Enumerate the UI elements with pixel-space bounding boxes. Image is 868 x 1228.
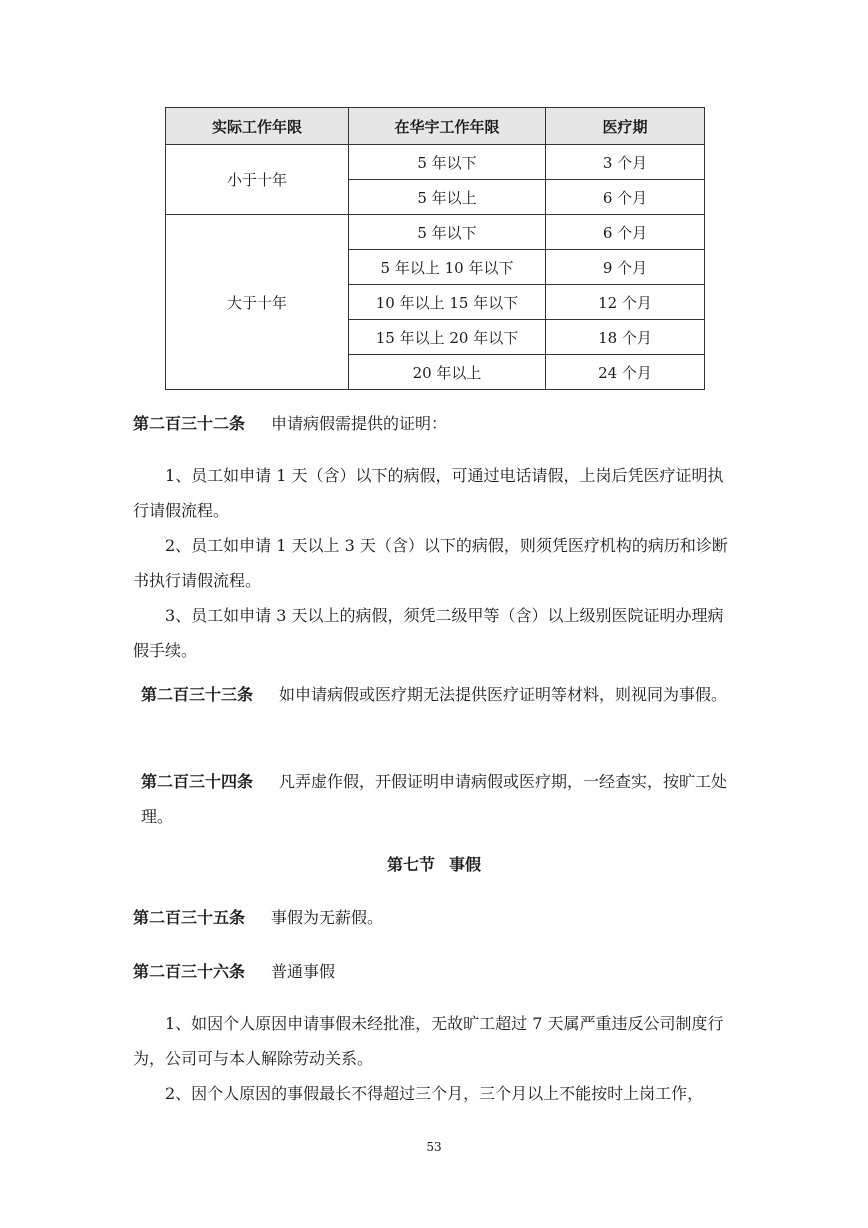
section-number: 第七节 (386, 855, 435, 874)
section-name: 事假 (449, 855, 482, 874)
article-text: 申请病假需提供的证明： (271, 414, 448, 433)
group-label: 大于十年 (166, 215, 349, 390)
article-title: 第二百三十二条 (133, 414, 246, 433)
article-title: 第二百三十四条 (141, 772, 254, 791)
table-cell: 6 个月 (546, 180, 705, 215)
article-title: 第二百三十六条 (133, 962, 246, 981)
article-item: 1、如因个人原因申请事假未经批准，无故旷工超过 7 天属严重违反公司制度行为，公司可与本人解除劳动关系。 (133, 1014, 724, 1068)
table-cell: 12 个月 (546, 285, 705, 320)
article-234 (133, 764, 747, 834)
table-row (166, 145, 705, 180)
article-232 (133, 406, 739, 668)
table-cell: 5 年以下 (349, 215, 546, 250)
article-item: 3、员工如申请 3 天以上的病假，须凭二级甲等（含）以上级别医院证明办理病假手续。 (133, 606, 724, 660)
article-item: 1、员工如申请 1 天（含）以下的病假，可通过电话请假，上岗后凭医疗证明执行请假流程。 (133, 466, 724, 520)
table-cell: 6 个月 (546, 215, 705, 250)
article-236 (133, 954, 739, 1111)
table-cell: 18 个月 (546, 320, 705, 355)
table-cell: 20 年以上 (349, 355, 546, 390)
table-cell: 5 年以下 (349, 145, 546, 180)
table-cell: 3 个月 (546, 145, 705, 180)
table-cell: 24 个月 (546, 355, 705, 390)
header-company-years: 在华宇工作年限 (349, 108, 546, 145)
medical-period-table (165, 107, 705, 390)
group-label: 小于十年 (166, 145, 349, 215)
table-header-row (166, 108, 705, 145)
table-cell: 5 年以上 (349, 180, 546, 215)
section-heading (0, 852, 868, 875)
article-235 (133, 900, 739, 935)
article-233 (133, 677, 747, 712)
article-text: 凡弄虚作假，开假证明申请病假或医疗期，一经查实，按旷工处理。 (141, 772, 728, 826)
table-cell: 9 个月 (546, 250, 705, 285)
table-cell: 5 年以上 10 年以下 (349, 250, 546, 285)
article-title: 第二百三十三条 (141, 685, 254, 704)
article-text: 普通事假 (271, 962, 336, 981)
table-row (166, 215, 705, 250)
article-item: 2、员工如申请 1 天以上 3 天（含）以下的病假，则须凭医疗机构的病历和诊断书执行请假流程。 (133, 536, 728, 590)
article-title: 第二百三十五条 (133, 908, 246, 927)
article-text: 事假为无薪假。 (271, 908, 384, 927)
article-text: 如申请病假或医疗期无法提供医疗证明等材料，则视同为事假。 (279, 685, 728, 704)
page-number: 53 (426, 1140, 442, 1154)
header-actual-years: 实际工作年限 (166, 108, 349, 145)
header-medical-period: 医疗期 (546, 108, 705, 145)
table-cell: 10 年以上 15 年以下 (349, 285, 546, 320)
article-item: 2、因个人原因的事假最长不得超过三个月，三个月以上不能按时上岗工作， (165, 1084, 704, 1103)
table-cell: 15 年以上 20 年以下 (349, 320, 546, 355)
